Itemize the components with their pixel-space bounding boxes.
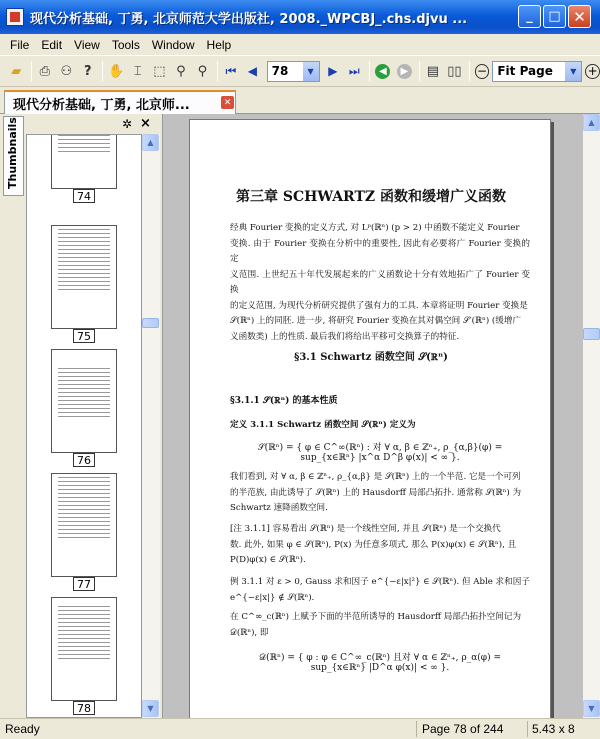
status-page-info: Page 78 of 244 [422,722,504,736]
print-button[interactable] [35,61,56,82]
open-folder-icon: ▰ [11,63,22,79]
text-line: 的半范族, 由此诱导了 𝒮(ℝⁿ) 上的 Hausdorff 局部凸拓扑. 通常称 𝒮(ℝⁿ) 为 [230,487,522,498]
rect-select-button[interactable] [149,61,170,82]
scroll-down-icon[interactable]: ▼ [583,700,600,717]
prev-page-icon: ◀ [247,64,258,78]
text-line: 例 3.1.1 对 ε > 0, Gauss 求和因子 e^{−ε|x|²} ∈ 𝒮(ℝⁿ). 但 Able 求和因子 [230,577,530,587]
menu-help[interactable]: Help [206,37,232,52]
continuous-layout-button[interactable] [423,61,444,82]
page-number-select[interactable] [267,61,320,82]
last-page-icon: ⏭ [348,63,360,78]
thumbnail-label[interactable]: 75 [73,329,95,343]
menu-file[interactable]: File [10,37,30,52]
text-line: 𝒟(ℝⁿ), 即 [230,627,269,638]
document-scrollbar[interactable] [583,114,600,718]
first-page-icon: ⏮ [225,63,237,78]
status-bar [0,718,600,739]
scroll-thumb[interactable] [583,328,600,340]
menu-bar [0,34,600,55]
first-page-button[interactable] [221,61,242,82]
status-divider [416,721,417,737]
maximize-button[interactable] [543,5,566,28]
thumbnail-label[interactable]: 74 [73,189,95,203]
page-number-value: 78 [271,64,289,78]
scroll-thumb[interactable] [142,318,159,328]
thumbnail-label[interactable]: 77 [73,577,95,591]
text-line: 的定义范围, 为现代分析研究提供了强有力的工具. 本章将证明 Fourier 变换是 [230,300,528,311]
zoom-rect-icon: ⚲ [197,63,208,79]
next-page-button[interactable] [323,61,344,82]
continuous-page-icon: ▤ [426,63,440,79]
hand-icon: ✋ [108,63,125,79]
toolbar-separator [217,61,218,81]
menu-view[interactable]: View [74,37,100,52]
document-tab[interactable] [4,90,236,114]
plus-icon: + [587,64,598,78]
minimize-icon: _ [526,9,533,24]
gear-icon[interactable]: ✲ [122,117,133,131]
text-line: 变换. 由于 Fourier 变换在分析中的重要性, 因此有必要将广 Fourier 变换的定 [230,238,530,264]
side-tab-strip [0,114,26,718]
text-line: 在 C^∞_c(ℝⁿ) 上赋予下面的半范所诱导的 Hausdorff 局部凸拓扑空间记为 [230,612,522,622]
menu-edit[interactable]: Edit [41,37,63,52]
app-icon[interactable] [6,8,24,26]
next-page-icon: ▶ [328,64,338,78]
thumbnail-page[interactable] [51,349,117,453]
help-icon: ? [84,63,92,79]
scroll-up-icon[interactable]: ▲ [142,134,159,151]
toolbar-separator [31,61,32,81]
thumbnail-page-current[interactable] [51,597,117,701]
last-page-button[interactable] [344,61,365,82]
zoom-out-button[interactable] [475,64,490,79]
pan-tool-button[interactable] [106,61,127,82]
document-page [189,119,551,718]
open-button[interactable] [6,61,27,82]
text-line: 经典 Fourier 变换的定义方式, 对 Lᵖ(ℝⁿ) (p > 2) 中函数不能定义 Fourier [230,223,520,233]
thumbnail-page[interactable] [51,225,117,329]
chapter-title: 第三章 SCHWARTZ 函数和缓增广义函数 [236,189,506,205]
title-bar [0,0,600,34]
toolbar-separator [419,61,420,81]
text-line: e^{−ε|x|} ∉ 𝒮(ℝⁿ). [230,592,315,603]
prev-page-button[interactable] [242,61,263,82]
formula-test-function-space: 𝒟(ℝⁿ) = { φ : φ ∈ C^∞_c(ℝⁿ) 且对 ∀ α ∈ ℤⁿ₊, ρ_α(φ) = sup_{x∈ℝⁿ} |D^α φ(x)| < ∞ }. [258,653,502,673]
thumbnail-scrollbar[interactable] [142,134,160,718]
marquee-icon: ⬚ [153,63,166,79]
toolbar-separator [102,61,103,81]
find-button[interactable] [56,61,77,82]
text-line: 义范围. 上世纪五十年代发展起来的广义函数论十分有效地拓广了 Fourier 变换 [230,269,530,295]
zoom-mode-value: Fit Page [497,64,553,78]
text-line: 我们看到, 对 ∀ α, β ∈ ℤⁿ₊, ρ_{α,β} 是 𝒮(ℝⁿ) 上的一个半范. 它是一个可列 [230,472,521,482]
document-tab-label: 现代分析基础, 丁勇, 北京师... [13,97,190,113]
chevron-down-icon[interactable]: ▼ [303,62,319,81]
thumbnail-panel-header [26,114,160,134]
example-paragraph [230,575,530,606]
text-line: 𝒮(ℝⁿ) 上的同胚. 进一步, 将研究 Fourier 变换在其对偶空间 𝒮′(ℝⁿ) (缓增广 [230,316,522,326]
cursor-select-icon: ⌶ [133,63,142,79]
thumbnail-label[interactable]: 78 [73,701,95,715]
status-ready: Ready [5,722,40,736]
toolbar-separator [369,61,370,81]
subsection-title: §3.1.1 𝒮(ℝⁿ) 的基本性质 [230,396,338,406]
zoom-in-button[interactable] [585,64,600,79]
thumbnails-tab-label: Thumbnails [6,117,19,189]
thumbnail-page[interactable] [51,473,117,577]
formula-schwartz-space: 𝒮(ℝⁿ) = { φ ∈ C^∞(ℝⁿ) : 对 ∀ α, β ∈ ℤⁿ₊, ρ_{α,β}(φ) = sup_{x∈ℝⁿ} |x^α D^β φ(x)| < ∞ }. [257,443,503,463]
scroll-up-icon[interactable]: ▲ [583,114,600,131]
facing-pages-icon: ▯▯ [447,63,462,79]
help-button[interactable] [78,61,99,82]
menu-tools[interactable]: Tools [111,37,140,52]
forward-arrow-icon: ▶ [397,64,412,79]
status-divider [527,721,528,737]
text-line: [注 3.1.1] 容易看出 𝒮(ℝⁿ) 是一个线性空间, 并且 𝒮(ℝⁿ) 是一个交换代 [230,524,501,534]
document-view[interactable] [162,114,600,718]
text-line: Schwartz 速降函数空间. [230,503,328,513]
back-arrow-icon: ◀ [375,64,390,79]
close-icon[interactable]: × [140,116,151,131]
status-page-size: 5.43 x 8 [532,722,575,736]
window-title: 现代分析基础, 丁勇, 北京师范大学出版社, 2008._WPCBJ_.chs.djvu ... [30,11,468,27]
magnifier-icon: ⚲ [176,63,186,79]
thumbnail-panel [26,114,160,718]
text-line: 数. 此外, 如果 φ ∈ 𝒮(ℝⁿ), P(x) 为任意多项式, 那么 P(x)φ(x) ∈ 𝒮(ℝⁿ), 且 [230,539,517,550]
tab-close-icon[interactable]: ✕ [221,96,234,109]
thumbnail-label[interactable]: 76 [73,453,95,467]
menu-window[interactable]: Window [151,37,195,52]
close-icon: ✕ [573,7,586,26]
minimize-button[interactable] [518,5,541,28]
closing-paragraph [230,610,530,641]
text-select-button[interactable] [128,61,149,82]
back-button[interactable] [373,61,394,82]
toolbar-separator [469,61,470,81]
toolbar [0,55,600,87]
chevron-down-icon[interactable]: ▼ [565,62,581,81]
remark-paragraph [230,470,530,517]
minus-icon: − [476,64,488,78]
facing-layout-button[interactable] [444,61,465,82]
definition-line: 定义 3.1.1 Schwartz 函数空间 𝒮(ℝⁿ) 定义为 [230,420,416,430]
thumbnail-page[interactable] [51,134,117,189]
tab-thumbnails[interactable] [3,116,24,196]
maximize-icon: □ [548,9,561,24]
text-line: 义函数类) 上的性质. 最后我们将给出平移可交换算子的特征. [230,331,460,342]
text-line: P(D)φ(x) ∈ 𝒮(ℝⁿ). [230,555,306,565]
document-tab-bar [0,87,600,114]
thumbnail-list[interactable] [26,134,142,718]
print-icon: ⎙ [39,63,50,79]
close-button[interactable] [568,5,591,28]
zoom-rect-button[interactable] [192,61,213,82]
section-title: §3.1 Schwartz 函数空间 𝒮(ℝⁿ) [294,352,448,363]
note-paragraph [230,522,530,569]
scroll-down-icon[interactable]: ▼ [142,700,159,717]
binoculars-icon: ⚇ [60,63,73,79]
forward-button[interactable] [394,61,415,82]
intro-paragraph [230,221,530,345]
zoom-tool-button[interactable] [171,61,192,82]
zoom-select[interactable] [492,61,582,82]
